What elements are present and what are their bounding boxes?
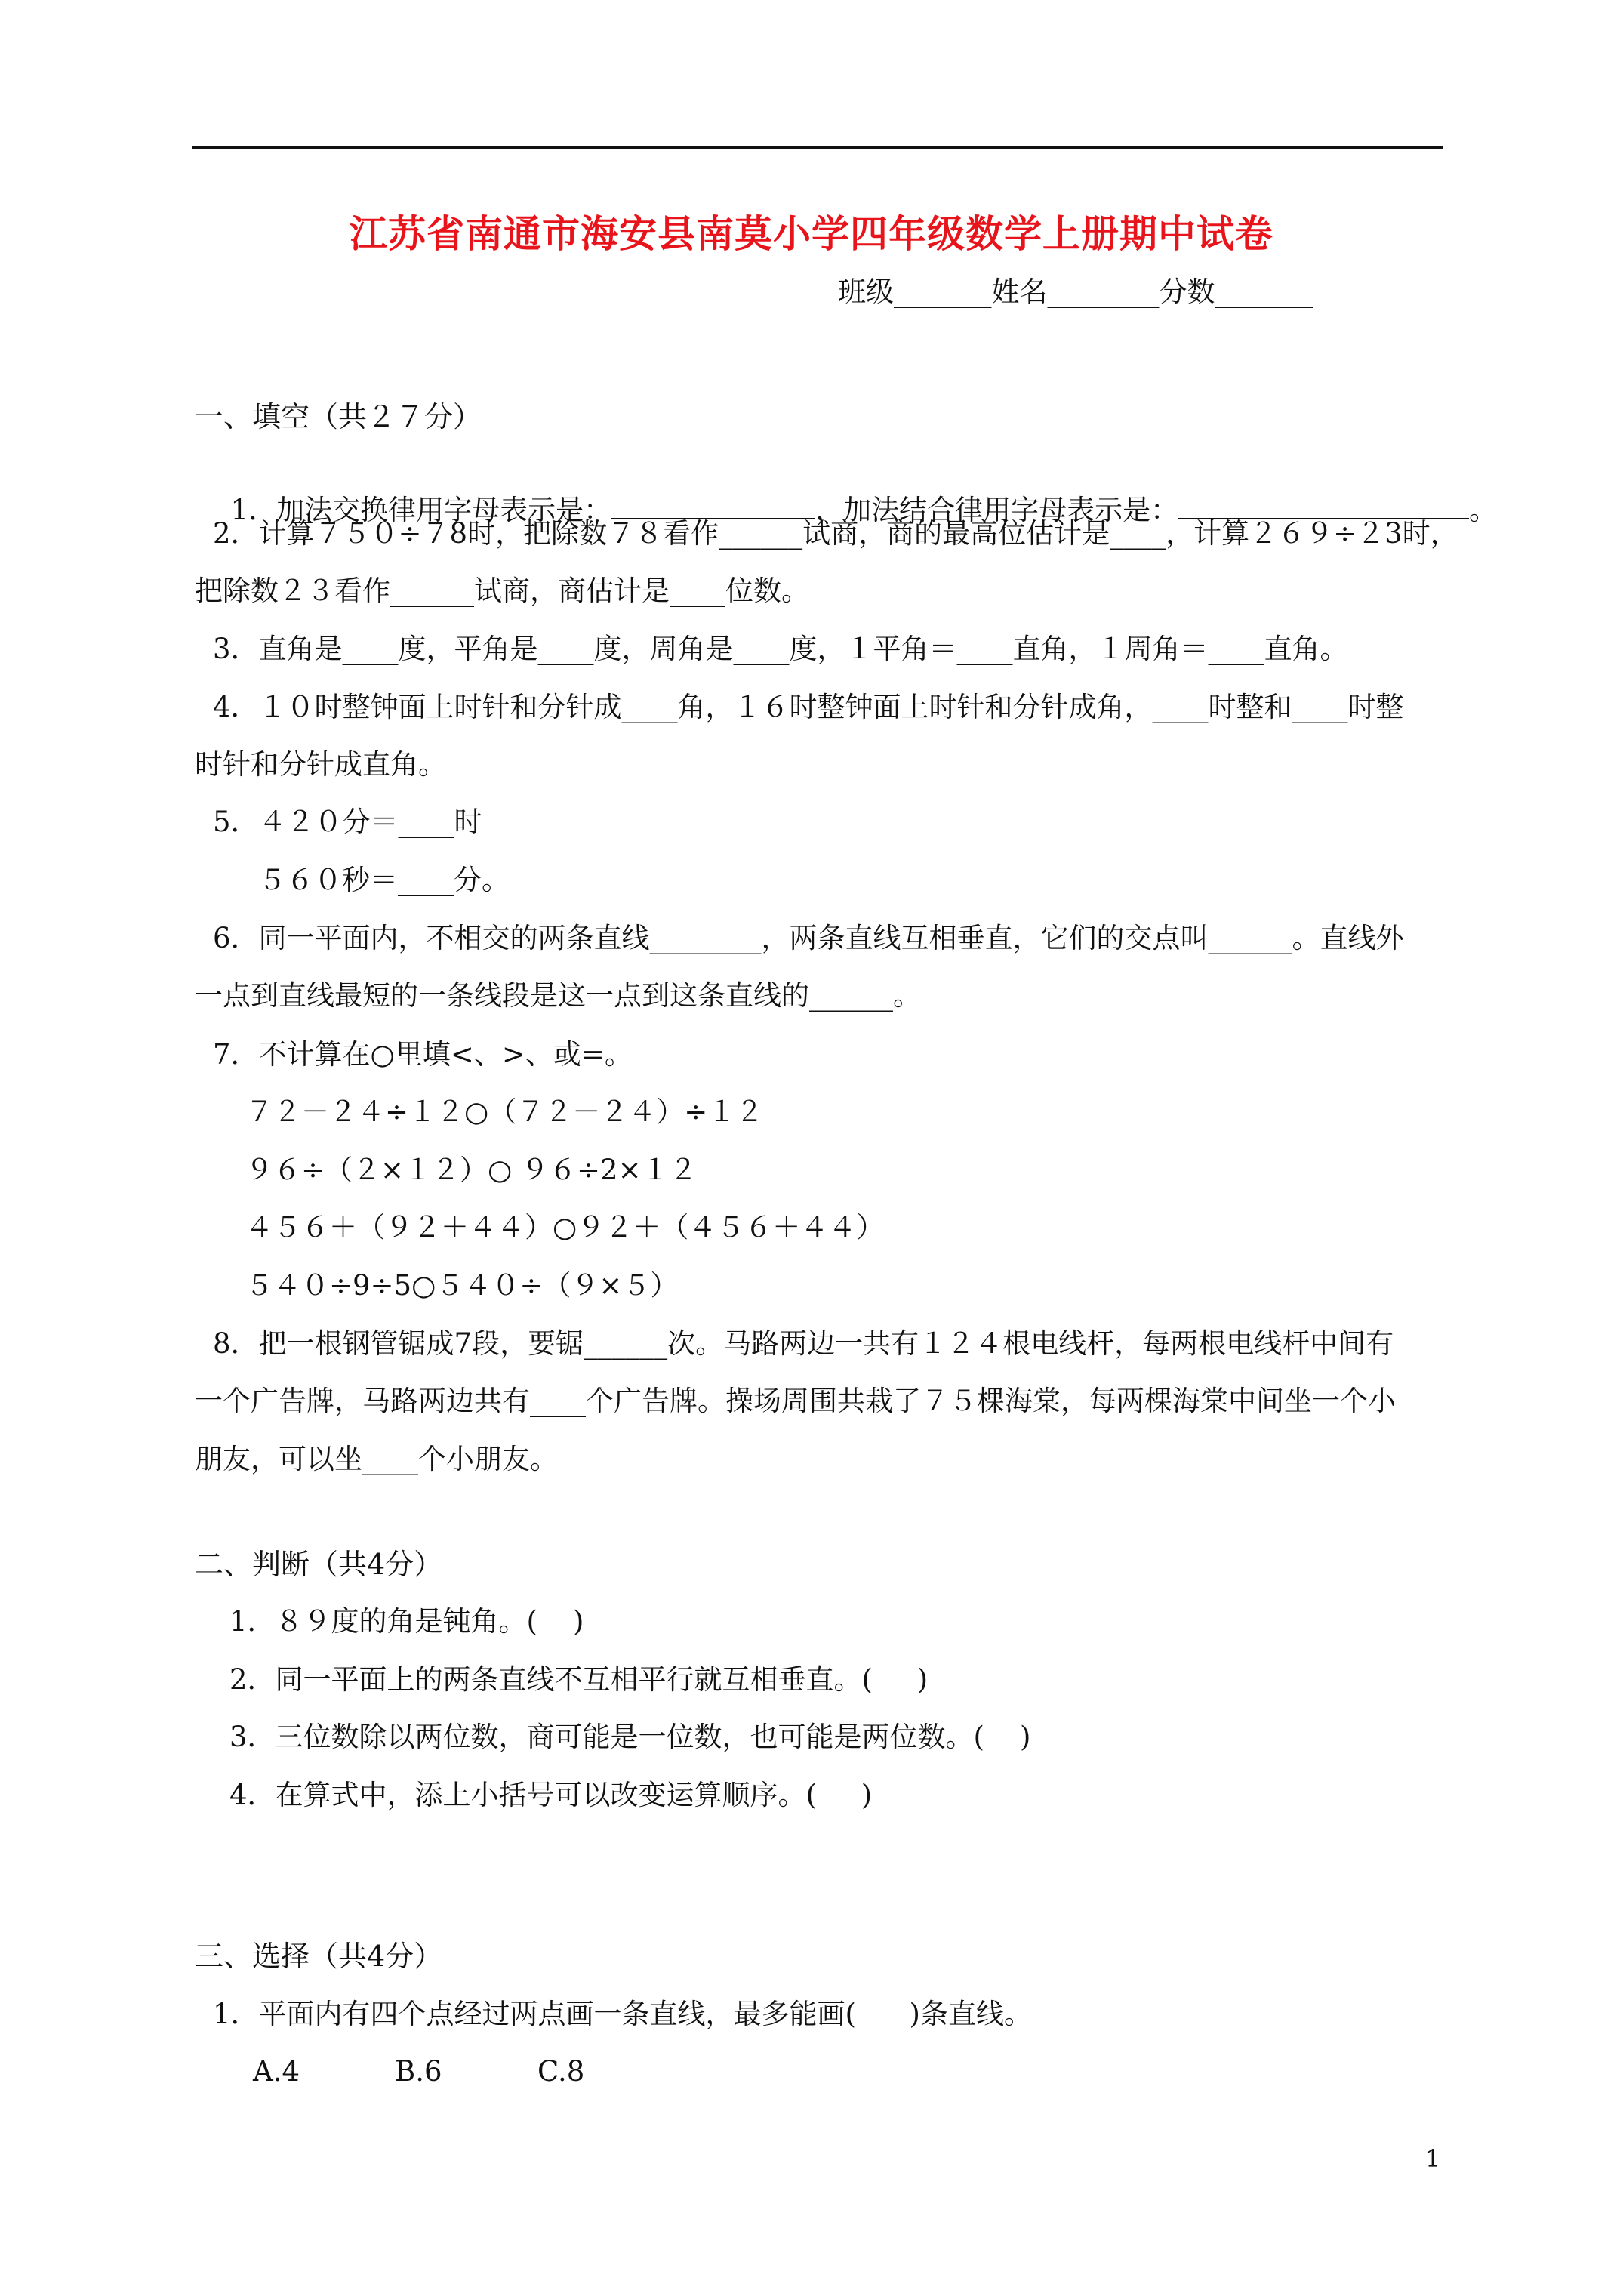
q1-6-line2: 一点到直线最短的一条线段是这一点到这条直线的______。 <box>195 979 921 1012</box>
q1-4-line2: 时针和分针成直角。 <box>195 748 446 781</box>
q1-1-part-b: ，加法结合律用字母表示是： <box>815 494 1179 526</box>
q3-1: 1．平面内有四个点经过两点画一条直线，最多能画( )条直线。 <box>213 1998 1032 2030</box>
q1-8-line3: 朋友，可以坐____个小朋友。 <box>195 1443 558 1475</box>
q1-5-line1: 5．４２０分＝____时 <box>213 806 482 838</box>
header-rule <box>192 146 1443 149</box>
q3-1-option-c[interactable]: C.8 <box>537 2055 585 2088</box>
q1-5-line2: ５６０秒＝____分。 <box>258 864 510 896</box>
q1-8-line1: 8．把一根钢管锯成7段，要锯______次。马路两边一共有１２４根电线杆，每两根电线杆中间有 <box>213 1327 1394 1360</box>
q2-4: 4．在算式中，添上小括号可以改变运算顺序。( ) <box>229 1779 873 1811</box>
q3-1-option-b[interactable]: B.6 <box>395 2055 442 2088</box>
q1-6-line1: 6．同一平面内，不相交的两条直线________，两条直线互相垂直，它们的交点叫______。直线外 <box>213 922 1404 954</box>
q1-1-part-c: 。 <box>1469 494 1498 526</box>
q1-3: 3．直角是____度，平角是____度，周角是____度，１平角＝____直角，１周角＝____直角。 <box>213 633 1348 665</box>
q3-1-option-a[interactable]: A.4 <box>253 2055 300 2088</box>
q1-2-line2: 把除数２３看作______试商，商估计是____位数。 <box>195 575 809 607</box>
q1-7-item-2: ９６÷（２×１２）○ ９６÷2×１２ <box>245 1154 698 1186</box>
section2-heading: 二、判断（共4分） <box>195 1548 443 1581</box>
page-title: 江苏省南通市海安县南莫小学四年级数学上册期中试卷 <box>350 211 1273 256</box>
q1-7-item-4: ５４０÷9÷5○５４０÷（９×５） <box>245 1269 679 1302</box>
q1-1-part-a: 1．加法交换律用字母表示是： <box>230 494 612 526</box>
q2-2: 2．同一平面上的两条直线不互相平行就互相垂直。( ) <box>229 1663 929 1696</box>
section3-heading: 三、选择（共4分） <box>195 1940 443 1973</box>
q1-7: 7．不计算在○里填<、>、或=。 <box>213 1038 633 1071</box>
q2-1: 1．８９度的角是钝角。( ) <box>229 1605 584 1638</box>
answer-blank[interactable] <box>611 492 815 519</box>
section1-heading: 一、填空（共２７分） <box>195 400 482 433</box>
q1-2-line1: 2．计算７５０÷７8时，把除数７８看作______试商，商的最高位估计是____，计算２６９÷２3时， <box>213 517 1458 550</box>
q1-7-item-1: ７２－２４÷１２○（７２－２４）÷１２ <box>245 1096 764 1128</box>
q2-3: 3．三位数除以两位数，商可能是一位数，也可能是两位数。( ) <box>229 1721 1031 1753</box>
student-info-line: 班级_______姓名________分数_______ <box>838 276 1313 308</box>
page-number: 1 <box>1425 2144 1441 2173</box>
q1-7-item-3: ４５６＋（９２＋４４）○９２＋（４５６＋４４） <box>245 1211 885 1244</box>
q1-4-line1: 4．１０时整钟面上时针和分针成____角，１６时整钟面上时针和分针成角，____时整和____时整 <box>213 691 1404 723</box>
answer-blank[interactable] <box>1178 492 1469 519</box>
q1-8-line2: 一个广告牌，马路两边共有____个广告牌。操场周围共栽了７５棵海棠，每两棵海棠中间坐一个小 <box>195 1385 1396 1417</box>
